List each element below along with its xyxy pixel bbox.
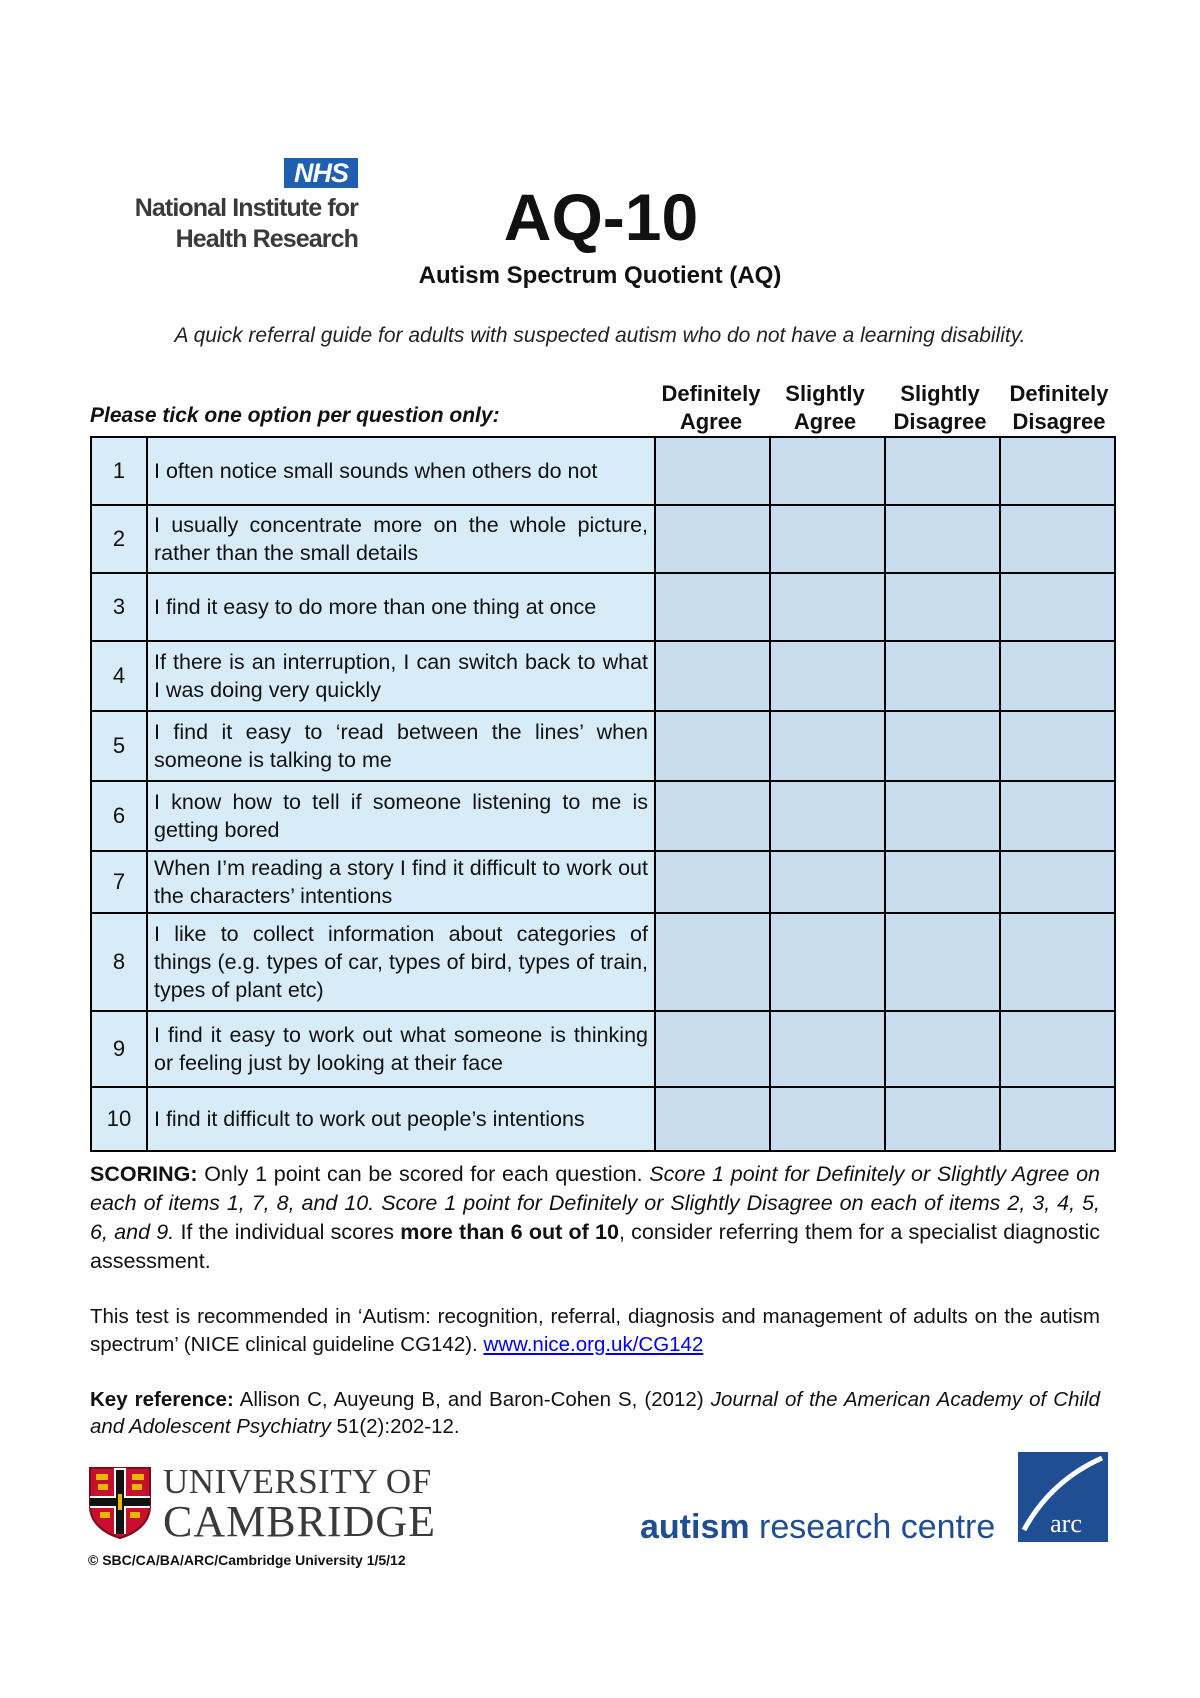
option-slightly-disagree[interactable] xyxy=(885,505,1000,573)
table-row xyxy=(91,1087,1115,1151)
option-slightly-agree[interactable] xyxy=(770,505,885,573)
question-text: When I’m reading a story I find it difficult to work out the characters’ intentions xyxy=(147,851,655,913)
option-slightly-disagree[interactable] xyxy=(885,1087,1000,1151)
question-number: 3 xyxy=(91,573,147,641)
question-number: 1 xyxy=(91,437,147,505)
instruction-text: Please tick one option per question only: xyxy=(90,404,500,427)
scoring-threshold: more than 6 out of 10 xyxy=(400,1220,619,1244)
option-definitely-disagree[interactable] xyxy=(1000,437,1115,505)
question-number: 8 xyxy=(91,913,147,1011)
option-slightly-agree[interactable] xyxy=(770,1011,885,1087)
nihr-logo-line1: National Institute for xyxy=(134,194,358,222)
option-slightly-disagree[interactable] xyxy=(885,437,1000,505)
column-header-line1: Slightly xyxy=(900,381,980,406)
question-number: 6 xyxy=(91,781,147,851)
option-slightly-agree[interactable] xyxy=(770,711,885,781)
recommendation-text: This test is recommended in ‘Autism: recognition, referral, diagnosis and management of adults on the autism spectrum’ (NICE clinical guideline CG142). xyxy=(90,1305,1100,1356)
cambridge-line1: UNIVERSITY OF xyxy=(163,1462,432,1501)
table-row xyxy=(91,781,1115,851)
option-definitely-agree[interactable] xyxy=(655,1011,770,1087)
key-reference-text: Allison C, Auyeung B, and Baron-Cohen S, (2012) xyxy=(233,1388,711,1411)
column-header-slightly-agree xyxy=(766,380,884,436)
questions-table xyxy=(90,436,1116,1152)
scoring-paragraph xyxy=(90,1160,1100,1276)
table-row xyxy=(91,711,1115,781)
option-slightly-disagree[interactable] xyxy=(885,913,1000,1011)
column-header-slightly-disagree xyxy=(878,380,1002,436)
option-slightly-agree[interactable] xyxy=(770,913,885,1011)
nihr-logo-line2: Health Research xyxy=(175,225,358,253)
key-reference-journal: Journal of the American Academy of Child and Adolescent Psychiatry xyxy=(90,1388,1100,1438)
option-definitely-disagree[interactable] xyxy=(1000,573,1115,641)
question-number: 10 xyxy=(91,1087,147,1151)
page-title: AQ-10 xyxy=(503,180,699,254)
option-definitely-agree[interactable] xyxy=(655,437,770,505)
arc-logo-text xyxy=(640,1508,995,1547)
arc-logo-bold: autism xyxy=(640,1508,750,1546)
option-slightly-disagree[interactable] xyxy=(885,1011,1000,1087)
column-header-line1: Slightly xyxy=(785,381,865,406)
column-header-line1: Definitely xyxy=(661,381,761,406)
option-slightly-agree[interactable] xyxy=(770,573,885,641)
key-reference-paragraph xyxy=(90,1386,1100,1440)
question-text: If there is an interruption, I can switch back to what I was doing very quickly xyxy=(147,641,655,711)
column-header-definitely-disagree xyxy=(996,380,1122,436)
nhs-logo-badge: NHS xyxy=(284,158,358,188)
option-definitely-agree[interactable] xyxy=(655,851,770,913)
question-number: 9 xyxy=(91,1011,147,1087)
column-header-line2: Disagree xyxy=(1012,409,1106,434)
table-row xyxy=(91,641,1115,711)
cambridge-shield-icon xyxy=(88,1466,152,1540)
question-number: 5 xyxy=(91,711,147,781)
cambridge-logo-text xyxy=(163,1462,437,1546)
scoring-text: , consider referring them for a specialist diagnostic assessment. xyxy=(90,1220,1101,1273)
page-subtitle: Autism Spectrum Quotient (AQ) xyxy=(418,262,782,289)
option-definitely-agree[interactable] xyxy=(655,573,770,641)
option-slightly-agree[interactable] xyxy=(770,851,885,913)
question-text: I find it difficult to work out people’s intentions xyxy=(147,1087,655,1151)
option-definitely-agree[interactable] xyxy=(655,641,770,711)
option-slightly-agree[interactable] xyxy=(770,437,885,505)
question-number: 7 xyxy=(91,851,147,913)
option-slightly-disagree[interactable] xyxy=(885,641,1000,711)
option-definitely-disagree[interactable] xyxy=(1000,505,1115,573)
copyright-text: © SBC/CA/BA/ARC/Cambridge University 1/5/12 xyxy=(88,1552,406,1568)
option-definitely-disagree[interactable] xyxy=(1000,1011,1115,1087)
column-header-definitely-agree xyxy=(652,380,770,436)
question-text: I find it easy to do more than one thing at once xyxy=(147,573,655,641)
table-row xyxy=(91,437,1115,505)
option-definitely-agree[interactable] xyxy=(655,505,770,573)
option-slightly-disagree[interactable] xyxy=(885,711,1000,781)
table-row xyxy=(91,851,1115,913)
option-slightly-agree[interactable] xyxy=(770,641,885,711)
question-number: 2 xyxy=(91,505,147,573)
arc-logo-rest: research centre xyxy=(749,1508,996,1546)
scoring-text: Only 1 point can be scored for each question. xyxy=(197,1162,650,1186)
question-text: I know how to tell if someone listening to me is getting bored xyxy=(147,781,655,851)
question-number: 4 xyxy=(91,641,147,711)
recommendation-paragraph xyxy=(90,1303,1100,1359)
option-definitely-agree[interactable] xyxy=(655,781,770,851)
key-reference-label: Key reference: xyxy=(90,1388,234,1411)
cambridge-line2: CAMBRIDGE xyxy=(163,1497,437,1546)
column-header-line1: Definitely xyxy=(1009,381,1109,406)
scoring-italic-text: Score 1 point for Definitely or Slightly Agree on each of items 1, 7, 8, and 10. Score 1 point for Definitely or Slightly Disagree on each of items 2, 3, 4, 5, 6, and 9. xyxy=(90,1162,1100,1244)
option-slightly-agree[interactable] xyxy=(770,781,885,851)
table-row xyxy=(91,913,1115,1011)
option-definitely-disagree[interactable] xyxy=(1000,913,1115,1011)
arc-badge-text: arc xyxy=(1050,1509,1082,1538)
option-definitely-agree[interactable] xyxy=(655,711,770,781)
option-definitely-agree[interactable] xyxy=(655,913,770,1011)
table-row xyxy=(91,573,1115,641)
option-definitely-agree[interactable] xyxy=(655,1087,770,1151)
question-text: I like to collect information about categories of things (e.g. types of car, types of bird, types of train, types of plant etc) xyxy=(147,913,655,1011)
option-definitely-disagree[interactable] xyxy=(1000,781,1115,851)
key-reference-text: 51(2):202-12. xyxy=(330,1415,460,1438)
table-row xyxy=(91,505,1115,573)
scoring-label: SCORING: xyxy=(90,1162,198,1186)
option-slightly-agree[interactable] xyxy=(770,1087,885,1151)
question-text: I usually concentrate more on the whole picture, rather than the small details xyxy=(147,505,655,573)
column-header-line2: Agree xyxy=(793,409,857,434)
column-header-line2: Agree xyxy=(679,409,743,434)
option-definitely-disagree[interactable] xyxy=(1000,711,1115,781)
option-definitely-disagree[interactable] xyxy=(1000,641,1115,711)
question-text: I find it easy to ‘read between the lines’ when someone is talking to me xyxy=(147,711,655,781)
option-definitely-disagree[interactable] xyxy=(1000,1087,1115,1151)
option-slightly-disagree[interactable] xyxy=(885,573,1000,641)
arc-logo-icon xyxy=(1018,1452,1108,1542)
option-slightly-disagree[interactable] xyxy=(885,781,1000,851)
intro-text: A quick referral guide for adults with suspected autism who do not have a learning disability. xyxy=(174,324,1026,347)
option-definitely-disagree[interactable] xyxy=(1000,851,1115,913)
option-slightly-disagree[interactable] xyxy=(885,851,1000,913)
question-text: I find it easy to work out what someone is thinking or feeling just by looking at their face xyxy=(147,1011,655,1087)
question-text: I often notice small sounds when others do not xyxy=(147,437,655,505)
nice-guideline-link[interactable]: www.nice.org.uk/CG142 xyxy=(483,1333,704,1356)
column-header-line2: Disagree xyxy=(893,409,987,434)
scoring-text: If the individual scores xyxy=(174,1220,401,1244)
table-row xyxy=(91,1011,1115,1087)
